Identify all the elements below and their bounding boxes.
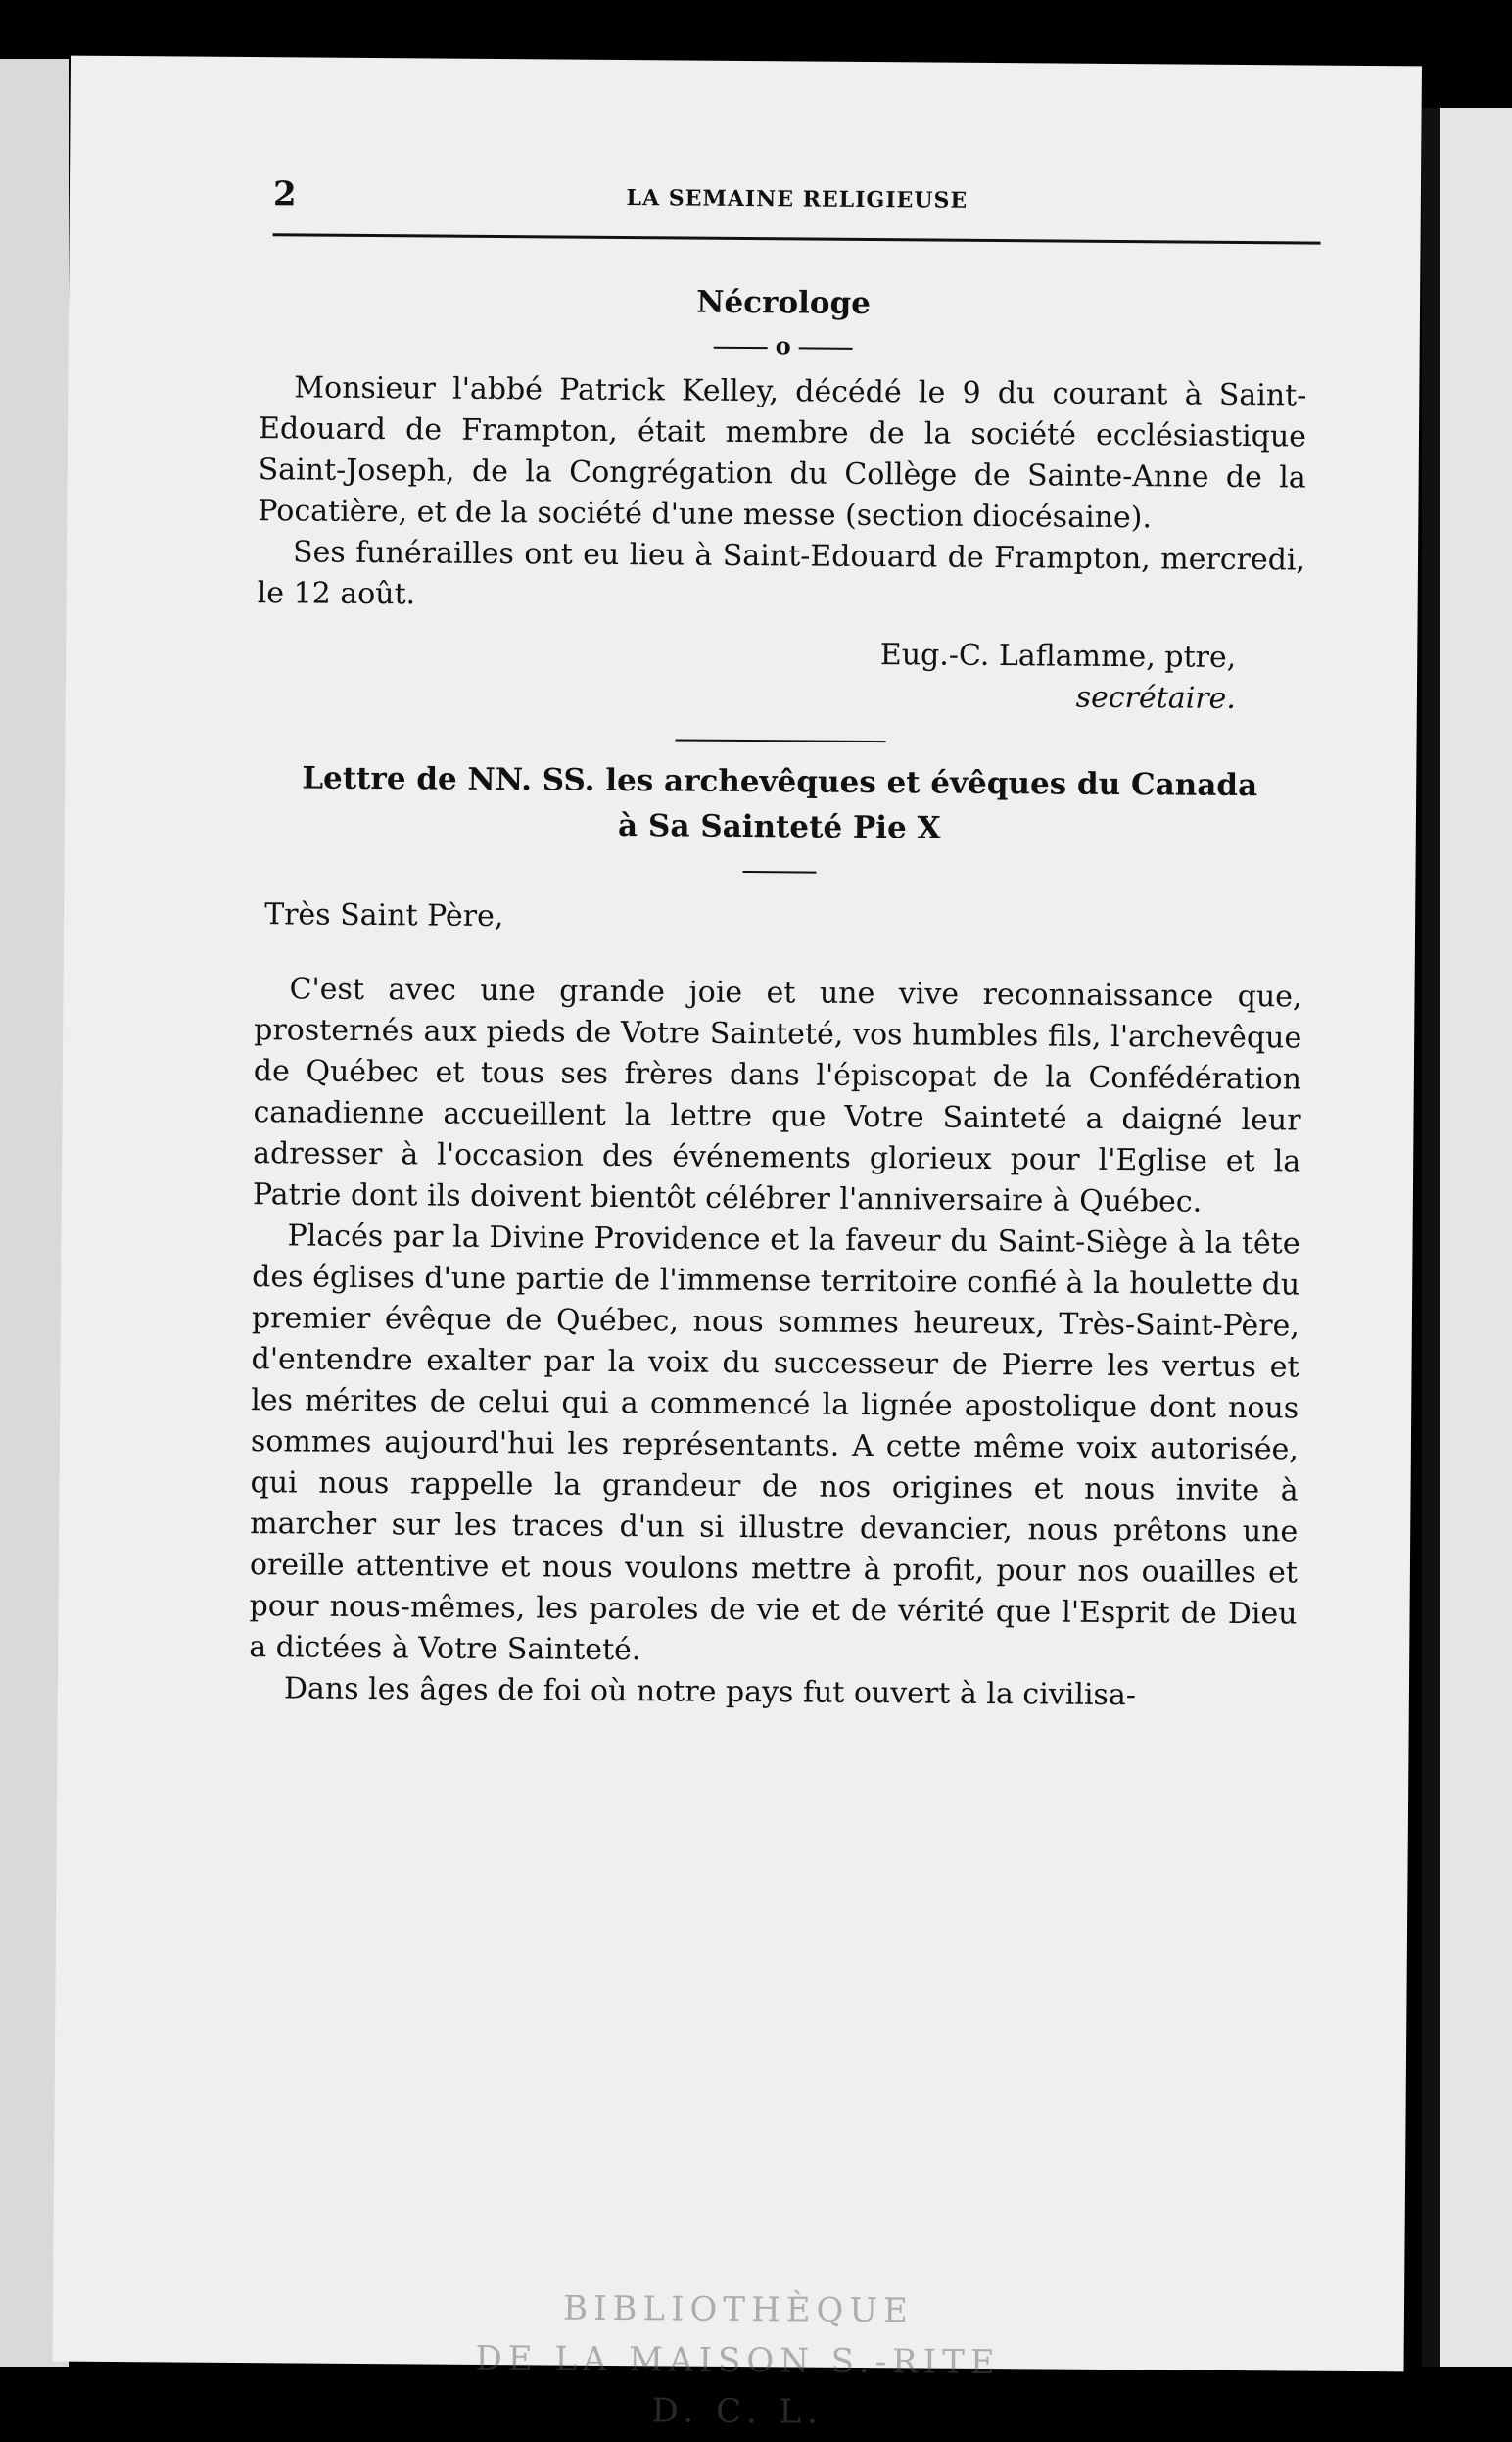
page-header [273, 174, 1321, 244]
rule-circle-mark: o [775, 331, 791, 360]
page-number: 2 [272, 174, 297, 215]
letter-paragraph: Placés par la Divine Providence et la faveur du Saint-Siège à la tête des églises d'une partie de l'immense territoire confié à la houlette du premier évêque de Québec, nous sommes heureux, Très-Saint-Père, d'entendre exalter par la voix du successeur de Pierre les vertus et les mérites de celui qui a commencé la lignée apostolique dont nous sommes aujourd'hui les représentants. A cette même voix autorisée, qui nous rappelle la grandeur de nos origines et nous invite à marcher sur les traces d'un si illustre devancier, nous prêtons une oreille attentive et nous voulons mettre à profit, pour nos ouailles et pour nous-mêmes, les paroles de vie et de vérité que l'Esprit de Dieu a dictées à Votre Sainteté. [249, 1219, 1300, 1668]
necrologe-paragraph: Ses funérailles ont eu lieu à Saint-Edouard de Frampton, mercredi, le 12 août. [257, 535, 1306, 612]
necrologe-paragraph: Monsieur l'abbé Patrick Kelley, décédé le 9 du courant à Saint-Edouard de Frampton, était membre de la société ecclésiastique Saint-Joseph, de la Congrégation du Collège de Sainte-Anne de la Pocatière, et de la société d'une messe (section diocésaine). [258, 370, 1307, 536]
letter-paragraph: Dans les âges de foi où notre pays fut ouvert à la civilisa- [283, 1671, 1137, 1713]
rule-line-left [714, 346, 768, 348]
page-content [249, 277, 1307, 1717]
stamp-line: D. C. L. [651, 2391, 825, 2432]
signature: Eug.-C. Laflamme, ptre, [879, 638, 1237, 675]
letter-paragraph: C'est avec une grande joie et une vive reconnaissance que, prosternés aux pieds de Votre Sainteté, vos humbles fils, l'archevêque de Québec et tous ses frères dans l'épiscopat de la Confédération canadienne accueillent la lettre que Votre Sainteté a daigné leur adresser à l'occasion des événements glorieux pour l'Eglise et la Patrie dont ils doivent bientôt célébrer l'anniversaire à Québec. [252, 972, 1302, 1220]
letter-title-line1: Lettre de NN. SS. les archevêques et évêques du Canada [302, 760, 1258, 804]
ornament-divider [256, 726, 1303, 753]
short-divider [742, 871, 816, 874]
document-page [53, 56, 1422, 2432]
salutation: Très Saint Père, [264, 897, 504, 934]
signature-role: secrétaire. [1075, 680, 1237, 716]
stamp-line: DE LA MAISON S.-RITE [475, 2338, 1001, 2383]
ornament-line [675, 739, 885, 742]
running-head: LA SEMAINE RELIGIEUSE [626, 185, 969, 214]
title-rule [260, 320, 1307, 371]
adjacent-page-right [1440, 108, 1512, 2367]
rule-line-right [798, 347, 852, 349]
necrologe-title: Nécrologe [696, 284, 872, 322]
letter-title-line2: à Sa Sainteté Pie X [617, 807, 941, 846]
library-stamp [424, 2281, 1052, 2439]
stamp-line: BIBLIOTHÈQUE [562, 2288, 915, 2331]
